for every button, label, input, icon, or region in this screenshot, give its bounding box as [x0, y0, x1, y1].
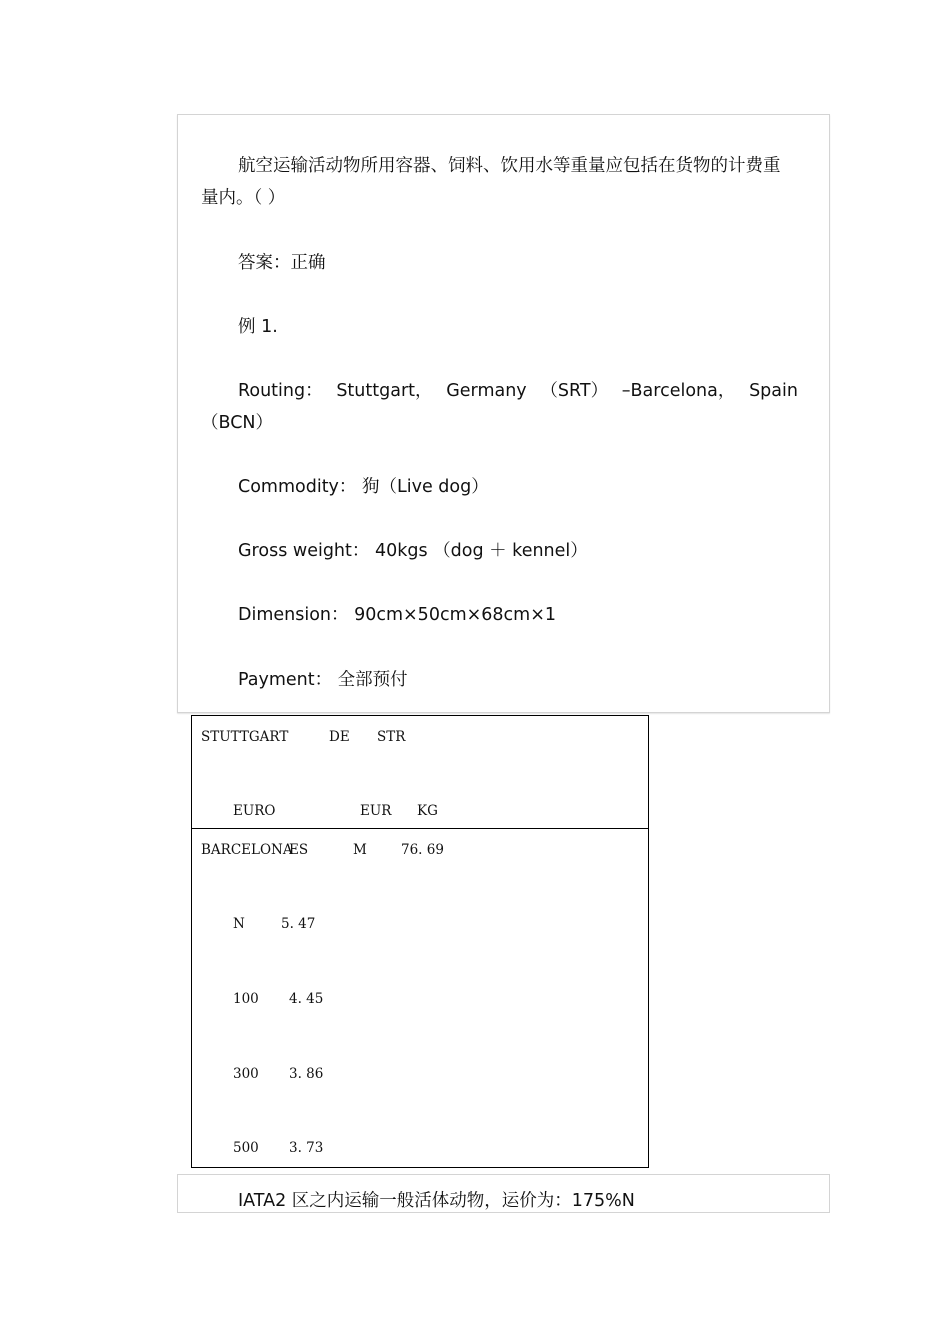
question-line-2: 量内。（ ） [201, 188, 286, 208]
tariff-rate: 3. 73 [289, 1140, 324, 1156]
routing-line-1 [238, 375, 798, 407]
routing-line-2: （BCN） [201, 413, 274, 433]
tariff-break: 100 [233, 991, 259, 1007]
tariff-break: 300 [233, 1066, 259, 1082]
tariff-min-label: M [353, 842, 367, 858]
dimension-text: Dimension： 90cm×50cm×68cm×1 [238, 605, 557, 625]
tariff-break: N [233, 916, 245, 932]
example-label: 例 1. [238, 317, 278, 337]
payment-text: Payment： 全部预付 [238, 670, 408, 690]
tariff-rate: 3. 86 [289, 1066, 324, 1082]
tariff-rate: 5. 47 [281, 916, 316, 932]
tariff-destination: BARCELONA [201, 842, 293, 858]
tariff-table [191, 715, 649, 1168]
tariff-origin-code: STR [377, 729, 406, 745]
tariff-currency-code: EUR [360, 803, 392, 819]
rate-note: IATA2 区之内运输一般活体动物，运价为：175%N [238, 1191, 635, 1211]
routing-word: –Barcelona， [621, 381, 736, 401]
commodity-text: Commodity： 狗（Live dog） [238, 477, 489, 497]
routing-word: （SRT） [540, 381, 609, 401]
routing-word: Spain [749, 381, 798, 401]
answer-text: 答案：正确 [238, 253, 326, 273]
tariff-currency-label: EURO [233, 803, 276, 819]
tariff-unit: KG [417, 803, 438, 819]
routing-word: Germany [446, 381, 527, 401]
tariff-origin: STUTTGART [201, 729, 289, 745]
tariff-origin-country: DE [329, 729, 350, 745]
tariff-dest-country: ES [289, 842, 309, 858]
routing-word: Routing： [238, 381, 323, 401]
tariff-rate: 4. 45 [289, 991, 324, 1007]
tariff-header-divider [191, 828, 649, 829]
tariff-break: 500 [233, 1140, 259, 1156]
tariff-min-rate: 76. 69 [401, 842, 444, 858]
question-line-1: 航空运输活动物所用容器、饲料、饮用水等重量应包括在货物的计费重 [238, 156, 781, 176]
routing-word: Stuttgart， [336, 381, 433, 401]
gross-weight-text: Gross weight： 40kgs （dog ＋ kennel） [238, 541, 588, 561]
